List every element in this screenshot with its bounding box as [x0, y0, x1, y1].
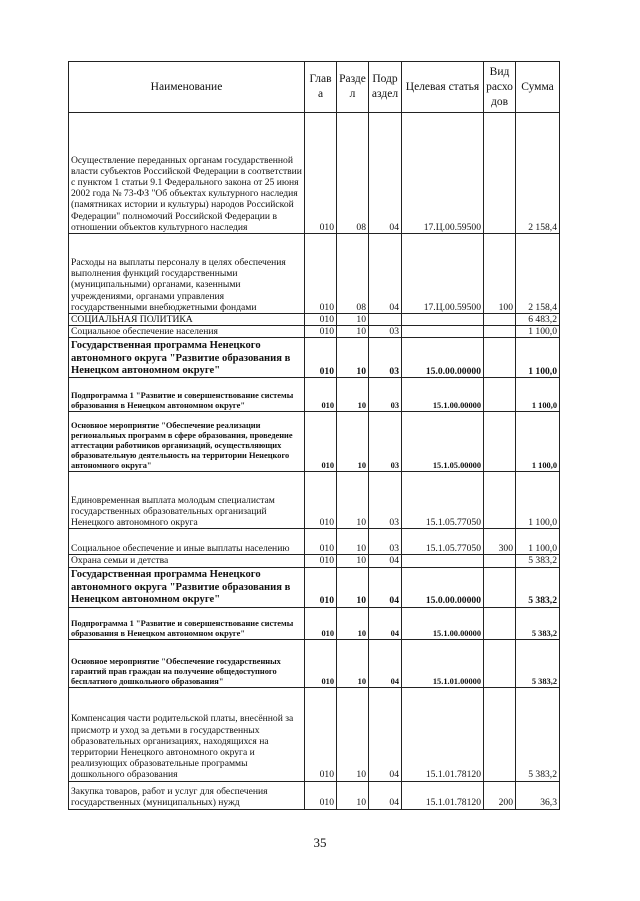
- row-glava: 010: [305, 113, 337, 234]
- row-razdel: 08: [337, 234, 369, 314]
- row-vid: 100: [484, 234, 516, 314]
- row-glava: 010: [305, 326, 337, 338]
- row-vid: [484, 687, 516, 781]
- row-glava: 010: [305, 781, 337, 809]
- row-name: Осуществление переданных органам государственной власти субъектов Российской Федерации в соответствии с пунктом 1 статьи 9.1 Федерального закона от 25 июня 2002 года № 73-ФЗ "Об объектах культурного наследия (памятниках истории и культуры) народов Российской Федерации" полномочий Российской Федерации в отношении объектов культурного наследия: [69, 113, 305, 234]
- row-name: Основное мероприятие "Обеспечение государственных гарантий прав граждан на получение общедоступного бесплатного дошкольного образования": [69, 639, 305, 687]
- row-vid: [484, 326, 516, 338]
- row-razdel: 10: [337, 687, 369, 781]
- row-podrazdel: 04: [369, 555, 402, 567]
- table-row: [69, 567, 560, 607]
- row-glava: 010: [305, 314, 337, 326]
- row-target: [402, 314, 484, 326]
- header-razdel: Разде л: [337, 62, 369, 113]
- row-razdel: 10: [337, 529, 369, 555]
- row-podrazdel: 04: [369, 781, 402, 809]
- row-name: Государственная программа Ненецкого автономного округа "Развитие образования в Ненецком автономном округе": [69, 567, 305, 607]
- row-podrazdel: 04: [369, 607, 402, 639]
- row-glava: 010: [305, 529, 337, 555]
- row-razdel: 10: [337, 378, 369, 412]
- row-vid: [484, 338, 516, 378]
- row-name: Подпрограмма 1 "Развитие и совершенствование системы образования в Ненецком автономном округе": [69, 378, 305, 412]
- row-podrazdel: 04: [369, 567, 402, 607]
- row-glava: 010: [305, 555, 337, 567]
- row-podrazdel: 03: [369, 472, 402, 529]
- header-vid: Вид расхо дов: [484, 62, 516, 113]
- table-row: [69, 639, 560, 687]
- row-razdel: 10: [337, 326, 369, 338]
- row-target: [402, 555, 484, 567]
- row-name: Подпрограмма 1 "Развитие и совершенствование системы образования в Ненецком автономном округе": [69, 607, 305, 639]
- row-razdel: 10: [337, 338, 369, 378]
- row-name: Компенсация части родительской платы, внесённой за присмотр и уход за детьми в государственных образовательных организациях, находящихся на территории Ненецкого автономного округа и реализующих образовательные программы дошкольного образования: [69, 687, 305, 781]
- row-glava: 010: [305, 687, 337, 781]
- row-target: 17.Ц.00.59500: [402, 234, 484, 314]
- row-target: 15.0.00.00000: [402, 567, 484, 607]
- table-row: [69, 472, 560, 529]
- row-vid: [484, 607, 516, 639]
- row-glava: 010: [305, 338, 337, 378]
- row-target: 17.Ц.00.59500: [402, 113, 484, 234]
- row-sum: 36,3: [516, 781, 560, 809]
- row-sum: 5 383,2: [516, 607, 560, 639]
- row-podrazdel: 04: [369, 639, 402, 687]
- row-name: Закупка товаров, работ и услуг для обеспечения государственных (муниципальных) нужд: [69, 781, 305, 809]
- row-target: [402, 326, 484, 338]
- table-row: [69, 529, 560, 555]
- row-sum: 1 100,0: [516, 378, 560, 412]
- row-sum: 1 100,0: [516, 412, 560, 472]
- row-target: 15.1.05.00000: [402, 412, 484, 472]
- table-row: [69, 555, 560, 567]
- row-vid: [484, 378, 516, 412]
- row-sum: 2 158,4: [516, 113, 560, 234]
- row-vid: [484, 555, 516, 567]
- row-sum: 5 383,2: [516, 639, 560, 687]
- row-name: Основное мероприятие "Обеспечение реализации региональных программ в сфере образования, проведение аттестации работников организаций, осуществляющих образовательную деятельность на территории Ненецкого автономного округа": [69, 412, 305, 472]
- row-sum: 6 483,2: [516, 314, 560, 326]
- header-target: Целевая статья: [402, 62, 484, 113]
- row-glava: 010: [305, 567, 337, 607]
- row-podrazdel: 03: [369, 529, 402, 555]
- row-name: Расходы на выплаты персоналу в целях обеспечения выполнения функций государственными (муниципальными) органами, казенными учреждениями, органами управления государственными внебюджетными фондами: [69, 234, 305, 314]
- header-sum: Сумма: [516, 62, 560, 113]
- row-razdel: 08: [337, 113, 369, 234]
- row-vid: [484, 639, 516, 687]
- row-podrazdel: 04: [369, 234, 402, 314]
- row-vid: [484, 567, 516, 607]
- row-sum: 2 158,4: [516, 234, 560, 314]
- row-sum: 5 383,2: [516, 567, 560, 607]
- row-name: Охрана семьи и детства: [69, 555, 305, 567]
- row-glava: 010: [305, 378, 337, 412]
- header-glava: Глав а: [305, 62, 337, 113]
- row-target: 15.1.05.77050: [402, 529, 484, 555]
- table-row: [69, 338, 560, 378]
- row-sum: 5 383,2: [516, 687, 560, 781]
- row-podrazdel: 03: [369, 338, 402, 378]
- header-name: Наименование: [69, 62, 305, 113]
- row-sum: 1 100,0: [516, 338, 560, 378]
- row-name: Социальное обеспечение и иные выплаты населению: [69, 529, 305, 555]
- table-row: [69, 314, 560, 326]
- row-podrazdel: 04: [369, 113, 402, 234]
- page-number: 35: [313, 835, 327, 850]
- header-podrazdel: Подр аздел: [369, 62, 402, 113]
- budget-table: [68, 61, 560, 810]
- header-row: [69, 62, 560, 113]
- row-razdel: 10: [337, 781, 369, 809]
- row-razdel: 10: [337, 555, 369, 567]
- table-row: [69, 687, 560, 781]
- row-target: 15.0.00.00000: [402, 338, 484, 378]
- row-podrazdel: 03: [369, 326, 402, 338]
- row-vid: [484, 314, 516, 326]
- row-glava: 010: [305, 472, 337, 529]
- row-vid: [484, 412, 516, 472]
- row-glava: 010: [305, 234, 337, 314]
- row-name: Государственная программа Ненецкого автономного округа "Развитие образования в Ненецком автономном округе": [69, 338, 305, 378]
- row-razdel: 10: [337, 639, 369, 687]
- table-row: [69, 412, 560, 472]
- row-target: 15.1.00.00000: [402, 607, 484, 639]
- table-row: [69, 234, 560, 314]
- row-target: 15.1.01.78120: [402, 687, 484, 781]
- row-glava: 010: [305, 412, 337, 472]
- row-vid: [484, 472, 516, 529]
- row-target: 15.1.01.00000: [402, 639, 484, 687]
- row-razdel: 10: [337, 412, 369, 472]
- row-razdel: 10: [337, 314, 369, 326]
- table-row: [69, 113, 560, 234]
- row-podrazdel: 03: [369, 412, 402, 472]
- row-podrazdel: 03: [369, 378, 402, 412]
- table-row: [69, 326, 560, 338]
- row-razdel: 10: [337, 607, 369, 639]
- row-name: Единовременная выплата молодым специалистам государственных образовательных организаций Ненецкого автономного округа: [69, 472, 305, 529]
- row-vid: [484, 113, 516, 234]
- row-target: 15.1.01.78120: [402, 781, 484, 809]
- row-name: Социальное обеспечение населения: [69, 326, 305, 338]
- row-target: 15.1.00.00000: [402, 378, 484, 412]
- row-razdel: 10: [337, 472, 369, 529]
- row-glava: 010: [305, 607, 337, 639]
- row-glava: 010: [305, 639, 337, 687]
- row-podrazdel: [369, 314, 402, 326]
- row-vid: 300: [484, 529, 516, 555]
- row-sum: 1 100,0: [516, 529, 560, 555]
- table-row: [69, 607, 560, 639]
- row-razdel: 10: [337, 567, 369, 607]
- row-sum: 1 100,0: [516, 472, 560, 529]
- row-sum: 5 383,2: [516, 555, 560, 567]
- row-podrazdel: 04: [369, 687, 402, 781]
- row-sum: 1 100,0: [516, 326, 560, 338]
- table-row: [69, 378, 560, 412]
- table-row: [69, 781, 560, 809]
- row-vid: 200: [484, 781, 516, 809]
- row-target: 15.1.05.77050: [402, 472, 484, 529]
- row-name: СОЦИАЛЬНАЯ ПОЛИТИКА: [69, 314, 305, 326]
